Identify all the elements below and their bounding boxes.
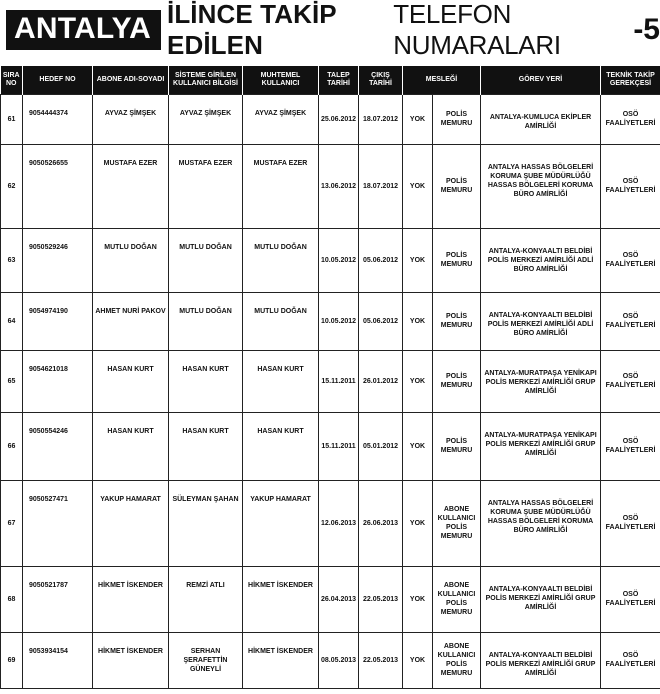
row-abone: MUTLU DOĞAN bbox=[93, 228, 169, 292]
row-hedef-no: 9050521787 bbox=[23, 566, 93, 632]
row-talep: 10.05.2012 bbox=[319, 292, 359, 350]
row-muhtemel: HİKMET İSKENDER bbox=[243, 632, 319, 688]
row-meslek-flag: YOK bbox=[403, 94, 433, 144]
title-subject: İLİNCE TAKİP EDİLEN bbox=[167, 0, 337, 60]
row-meslek: POLİS MEMURU bbox=[433, 412, 481, 480]
row-hedef-no: 9050527471 bbox=[23, 480, 93, 566]
header-sistem: SİSTEME GİRİLEN KULLANICI BİLGİSİ bbox=[169, 66, 243, 94]
row-cikis: 05.06.2012 bbox=[359, 228, 403, 292]
row-abone: HASAN KURT bbox=[93, 350, 169, 412]
row-meslek-flag: YOK bbox=[403, 632, 433, 688]
row-sira-no: 69 bbox=[1, 632, 23, 688]
row-hedef-no: 9050526655 bbox=[23, 144, 93, 228]
row-muhtemel: HİKMET İSKENDER bbox=[243, 566, 319, 632]
row-muhtemel: MUSTAFA EZER bbox=[243, 144, 319, 228]
row-abone: AHMET NURİ PAKOV bbox=[93, 292, 169, 350]
row-meslek-flag: YOK bbox=[403, 480, 433, 566]
row-gerekce: OSÖ FAALİYETLERİ bbox=[601, 632, 660, 688]
row-gerekce: OSÖ FAALİYETLERİ bbox=[601, 566, 660, 632]
row-sira-no: 63 bbox=[1, 228, 23, 292]
row-meslek-flag: YOK bbox=[403, 412, 433, 480]
row-cikis: 05.06.2012 bbox=[359, 292, 403, 350]
row-gorev: ANTALYA-KONYAALTI BELDİBİ POLİS MERKEZİ AMİRLİĞİ ADLİ BÜRO AMİRLİĞİ bbox=[481, 228, 601, 292]
row-cikis: 05.01.2012 bbox=[359, 412, 403, 480]
row-gorev: ANTALYA-KONYAALTI BELDİBİ POLİS MERKEZİ AMİRLİĞİ GRUP AMİRLİĞİ bbox=[481, 632, 601, 688]
row-meslek: POLİS MEMURU bbox=[433, 292, 481, 350]
row-meslek: POLİS MEMURU bbox=[433, 350, 481, 412]
table-row bbox=[1, 632, 660, 688]
row-sistem: SERHAN ŞERAFETTİN GÜNEYLİ bbox=[169, 632, 243, 688]
row-meslek-flag: YOK bbox=[403, 228, 433, 292]
row-sistem: HASAN KURT bbox=[169, 412, 243, 480]
row-talep: 15.11.2011 bbox=[319, 412, 359, 480]
row-gerekce: OSÖ FAALİYETLERİ bbox=[601, 480, 660, 566]
table-row bbox=[1, 412, 660, 480]
title-page-number: -5 bbox=[633, 13, 660, 46]
row-meslek-flag: YOK bbox=[403, 350, 433, 412]
header-sira-no: SIRA NO bbox=[1, 66, 23, 94]
row-cikis: 26.06.2013 bbox=[359, 480, 403, 566]
row-hedef-no: 9054444374 bbox=[23, 94, 93, 144]
header-talep: TALEP TARİHİ bbox=[319, 66, 359, 94]
header-cikis: ÇIKIŞ TARİHİ bbox=[359, 66, 403, 94]
row-cikis: 26.01.2012 bbox=[359, 350, 403, 412]
row-gorev: ANTALYA-KONYAALTI BELDİBİ POLİS MERKEZİ AMİRLİĞİ GRUP AMİRLİĞİ bbox=[481, 566, 601, 632]
row-hedef-no: 9054974190 bbox=[23, 292, 93, 350]
table-row bbox=[1, 144, 660, 228]
row-abone: HİKMET İSKENDER bbox=[93, 632, 169, 688]
row-talep: 10.05.2012 bbox=[319, 228, 359, 292]
row-talep: 15.11.2011 bbox=[319, 350, 359, 412]
row-abone: AYVAZ ŞİMŞEK bbox=[93, 94, 169, 144]
row-gerekce: OSÖ FAALİYETLERİ bbox=[601, 412, 660, 480]
row-cikis: 18.07.2012 bbox=[359, 144, 403, 228]
row-gerekce: OSÖ FAALİYETLERİ bbox=[601, 144, 660, 228]
row-sistem: MUTLU DOĞAN bbox=[169, 228, 243, 292]
row-sistem: REMZİ ATLI bbox=[169, 566, 243, 632]
table-row bbox=[1, 566, 660, 632]
row-muhtemel: HASAN KURT bbox=[243, 412, 319, 480]
header-abone: ABONE ADI-SOYADI bbox=[93, 66, 169, 94]
tracked-numbers-table bbox=[0, 66, 660, 689]
row-gorev: ANTALYA-MURATPAŞA YENİKAPI POLİS MERKEZİ AMİRLİĞİ GRUP AMİRLİĞİ bbox=[481, 412, 601, 480]
row-hedef-no: 9050529246 bbox=[23, 228, 93, 292]
row-talep: 08.05.2013 bbox=[319, 632, 359, 688]
header-meslek: MESLEĞİ bbox=[403, 66, 481, 94]
row-sira-no: 62 bbox=[1, 144, 23, 228]
header-gorev: GÖREV YERİ bbox=[481, 66, 601, 94]
table-row bbox=[1, 292, 660, 350]
row-gerekce: OSÖ FAALİYETLERİ bbox=[601, 228, 660, 292]
row-muhtemel: MUTLU DOĞAN bbox=[243, 228, 319, 292]
row-meslek-flag: YOK bbox=[403, 566, 433, 632]
row-sira-no: 65 bbox=[1, 350, 23, 412]
header-muhtemel: MUHTEMEL KULLANICI bbox=[243, 66, 319, 94]
row-talep: 26.04.2013 bbox=[319, 566, 359, 632]
row-sistem: AYVAZ ŞİMŞEK bbox=[169, 94, 243, 144]
row-hedef-no: 9050554246 bbox=[23, 412, 93, 480]
table-row bbox=[1, 94, 660, 144]
table-row bbox=[1, 480, 660, 566]
row-meslek: ABONE KULLANICI POLİS MEMURU bbox=[433, 632, 481, 688]
row-sira-no: 64 bbox=[1, 292, 23, 350]
row-abone: HASAN KURT bbox=[93, 412, 169, 480]
row-meslek: ABONE KULLANICI POLİS MEMURU bbox=[433, 566, 481, 632]
row-sistem: MUTLU DOĞAN bbox=[169, 292, 243, 350]
header-gerekce: TEKNİK TAKİP GEREKÇESİ bbox=[601, 66, 660, 94]
row-sira-no: 61 bbox=[1, 94, 23, 144]
row-sistem: HASAN KURT bbox=[169, 350, 243, 412]
row-cikis: 22.05.2013 bbox=[359, 632, 403, 688]
row-gerekce: OSÖ FAALİYETLERİ bbox=[601, 292, 660, 350]
row-meslek: POLİS MEMURU bbox=[433, 94, 481, 144]
row-sira-no: 66 bbox=[1, 412, 23, 480]
header-hedef-no: HEDEF NO bbox=[23, 66, 93, 94]
row-sira-no: 67 bbox=[1, 480, 23, 566]
row-meslek-flag: YOK bbox=[403, 292, 433, 350]
page-title bbox=[6, 0, 660, 60]
row-talep: 25.06.2012 bbox=[319, 94, 359, 144]
table-row bbox=[1, 228, 660, 292]
row-abone: MUSTAFA EZER bbox=[93, 144, 169, 228]
row-meslek: ABONE KULLANICI POLİS MEMURU bbox=[433, 480, 481, 566]
table-row bbox=[1, 350, 660, 412]
title-city: ANTALYA bbox=[6, 10, 161, 50]
row-cikis: 18.07.2012 bbox=[359, 94, 403, 144]
row-sira-no: 68 bbox=[1, 566, 23, 632]
row-muhtemel: YAKUP HAMARAT bbox=[243, 480, 319, 566]
row-sistem: SÜLEYMAN ŞAHAN bbox=[169, 480, 243, 566]
title-phone-numbers: TELEFON NUMARALARI bbox=[393, 0, 561, 60]
row-muhtemel: AYVAZ ŞİMŞEK bbox=[243, 94, 319, 144]
row-muhtemel: HASAN KURT bbox=[243, 350, 319, 412]
row-gerekce: OSÖ FAALİYETLERİ bbox=[601, 94, 660, 144]
row-hedef-no: 9054621018 bbox=[23, 350, 93, 412]
row-cikis: 22.05.2013 bbox=[359, 566, 403, 632]
row-sistem: MUSTAFA EZER bbox=[169, 144, 243, 228]
row-abone: HİKMET İSKENDER bbox=[93, 566, 169, 632]
row-gerekce: OSÖ FAALİYETLERİ bbox=[601, 350, 660, 412]
table-header-row bbox=[1, 66, 660, 94]
row-abone: YAKUP HAMARAT bbox=[93, 480, 169, 566]
row-meslek-flag: YOK bbox=[403, 144, 433, 228]
row-gorev: ANTALYA-MURATPAŞA YENİKAPI POLİS MERKEZİ AMİRLİĞİ GRUP AMİRLİĞİ bbox=[481, 350, 601, 412]
row-talep: 12.06.2013 bbox=[319, 480, 359, 566]
row-meslek: POLİS MEMURU bbox=[433, 228, 481, 292]
row-gorev: ANTALYA-KUMLUCA EKİPLER AMİRLİĞİ bbox=[481, 94, 601, 144]
row-meslek: POLİS MEMURU bbox=[433, 144, 481, 228]
row-talep: 13.06.2012 bbox=[319, 144, 359, 228]
row-gorev: ANTALYA-KONYAALTI BELDİBİ POLİS MERKEZİ AMİRLİĞİ ADLİ BÜRO AMİRLİĞİ bbox=[481, 292, 601, 350]
row-gorev: ANTALYA HASSAS BÖLGELERİ KORUMA ŞUBE MÜDÜRLÜĞÜ HASSAS BÖLGELERİ KORUMA BÜRO AMİRLİĞİ bbox=[481, 480, 601, 566]
row-muhtemel: MUTLU DOĞAN bbox=[243, 292, 319, 350]
row-hedef-no: 9053934154 bbox=[23, 632, 93, 688]
row-gorev: ANTALYA HASSAS BÖLGELERİ KORUMA ŞUBE MÜDÜRLÜĞÜ HASSAS BÖLGELERİ KORUMA BÜRO AMİRLİĞİ bbox=[481, 144, 601, 228]
